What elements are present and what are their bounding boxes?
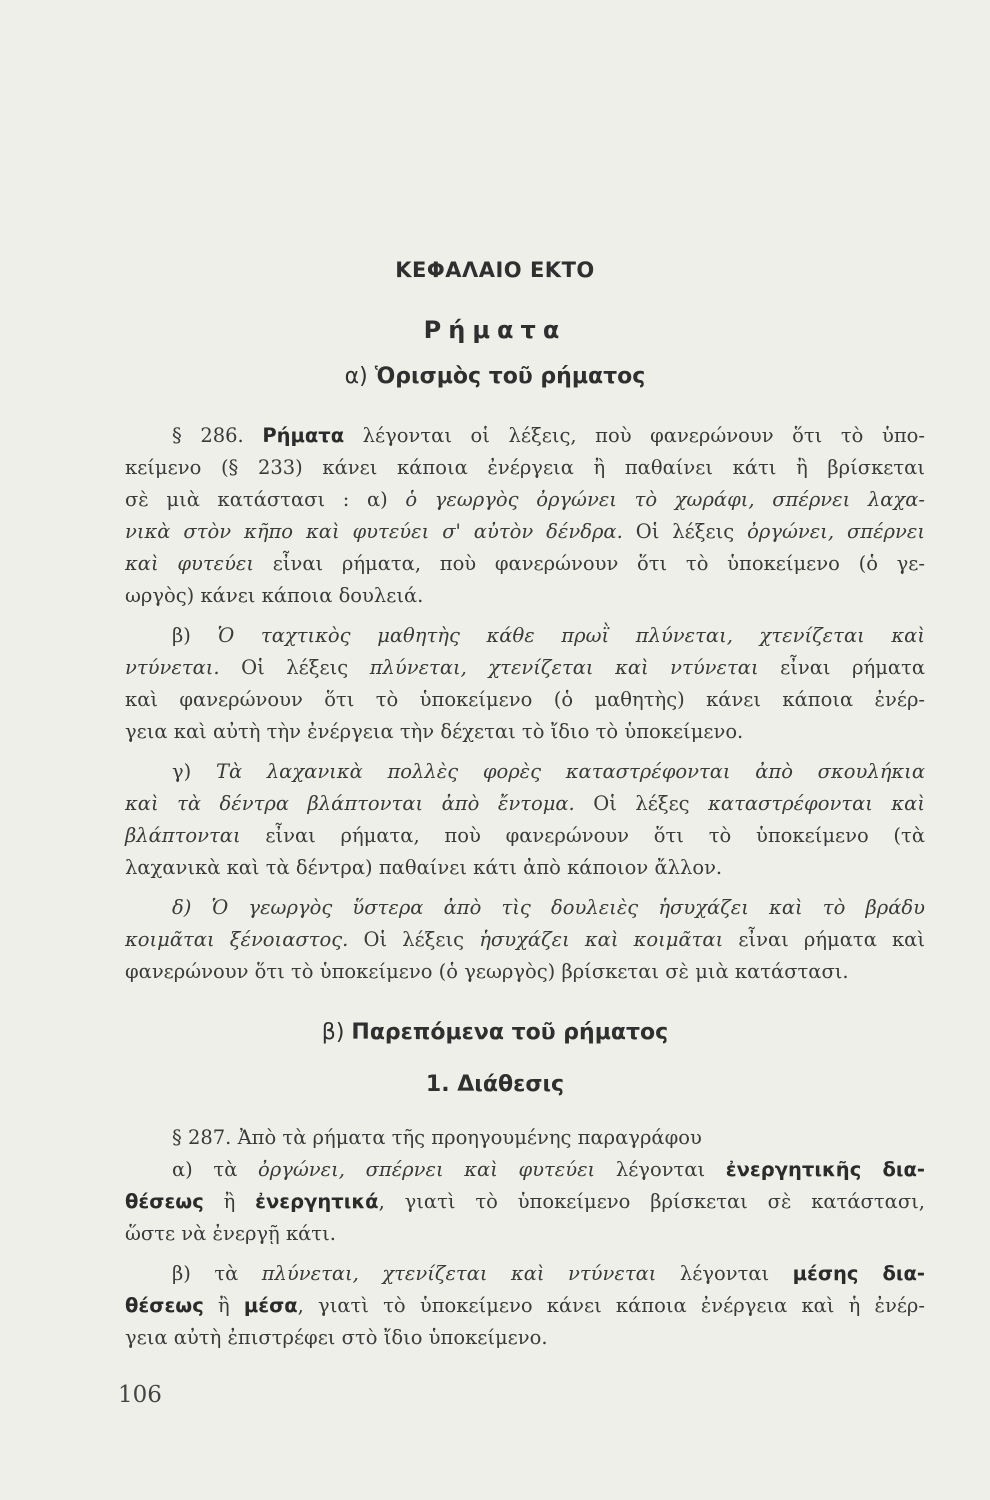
section-b-title: Παρεπόμενα τοῦ ρήματος: [351, 1020, 669, 1045]
p286-line-13: [125, 820, 925, 852]
text: γ): [172, 760, 216, 783]
p286-line-5: [125, 548, 925, 580]
example: κοιμᾶται ξένοιαστος.: [125, 928, 349, 951]
text: λέγονται: [595, 1158, 726, 1181]
term: μέσης δια-: [792, 1262, 925, 1285]
p287-line-5: [172, 1258, 925, 1290]
example: πλύνεται, χτενίζεται καὶ ντύνεται: [261, 1262, 657, 1285]
text: ἢ: [203, 1190, 256, 1213]
text: δ): [172, 896, 212, 919]
example: ὀργώνει, σπέρνει καὶ φυτεύει: [258, 1158, 596, 1181]
p286-line-17: [125, 956, 925, 988]
p287-line-1: [172, 1122, 925, 1154]
p286-line-1: [172, 420, 925, 452]
section-b-mark: β): [321, 1020, 345, 1045]
text: Οἱ λέξες: [574, 792, 709, 815]
text: εἶναι ρήματα καὶ: [723, 928, 925, 951]
p286-line-6: [125, 580, 925, 612]
example: καὶ τὰ δέντρα βλάπτονται ἀπὸ ἔντομα.: [125, 792, 575, 815]
term: Ρήματα: [262, 424, 345, 447]
text: § 287. Ἀπὸ τὰ ρήματα τῆς προηγουμένης παραγράφου: [172, 1126, 702, 1149]
text: λέγονται οἱ λέξεις, ποὺ φανερώνουν ὅτι τὸ ὑπο-: [362, 424, 925, 447]
text: Οἱ λέξεις: [348, 928, 480, 951]
p286-line-7: [172, 620, 925, 652]
text: ωργὸς) κάνει κάποια δουλειά.: [125, 584, 424, 607]
text: φανερώνουν ὅτι τὸ ὑποκείμενο (ὁ γεωργὸς) βρίσκεται σὲ μιὰ κατάστασι.: [125, 960, 849, 983]
p286-line-9: [125, 684, 925, 716]
p286-line-15: [172, 892, 925, 924]
p287-line-6: [125, 1290, 925, 1322]
p287-line-7: [125, 1322, 925, 1354]
term: θέσεως: [125, 1190, 204, 1213]
p286-line-12: [125, 788, 925, 820]
subheading-text: 1. Διάθεσις: [425, 1072, 565, 1097]
section-heading-b: [0, 1020, 990, 1045]
example: πλύνεται, χτενίζεται καὶ ντύνεται: [369, 656, 759, 679]
text: λαχανικὰ καὶ τὰ δέντρα) παθαίνει κάτι ἀπὸ κάποιον ἄλλον.: [125, 856, 723, 879]
example: ὁ γεωργὸς ὀργώνει τὸ χωράφι, σπέρνει λαχα-: [405, 488, 925, 511]
text: κείμενο (§ 233) κάνει κάποια ἐνέργεια ἢ παθαίνει κάτι ἢ βρίσκεται: [125, 456, 925, 479]
p286-line-2: [125, 452, 925, 484]
text: Οἱ λέξεις: [622, 520, 748, 543]
example: νικὰ στὸν κῆπο καὶ φυτεύει σ' αὐτὸν δένδρα.: [125, 520, 623, 543]
term: ἐνεργητικά: [255, 1190, 379, 1213]
term: θέσεως: [125, 1294, 204, 1317]
page-number: 106: [118, 1382, 162, 1408]
para-number: § 286.: [172, 424, 244, 447]
p287-line-2: [172, 1154, 925, 1186]
text: λέγονται: [656, 1262, 793, 1285]
example: Τὰ λαχανικὰ πολλὲς φορὲς καταστρέφονται ἀπὸ σκουλήκια: [215, 760, 925, 783]
p286-line-10: [125, 716, 925, 748]
text: εἶναι ρήματα: [758, 656, 925, 679]
chapter-heading: ΚΕΦΑΛΑΙΟ ΕΚΤΟ: [395, 258, 595, 282]
section-a-title: Ὁρισμὸς τοῦ ρήματος: [374, 364, 646, 389]
example: Ὁ ταχτικὸς μαθητὴς κάθε πρωῒ πλύνεται, χτενίζεται καὶ: [217, 624, 925, 647]
example: ὀργώνει, σπέρνει: [747, 520, 925, 543]
text: γεια αὐτὴ ἐπιστρέφει στὸ ἴδιο ὑποκείμενο.: [125, 1326, 548, 1349]
example: βλάπτονται: [125, 824, 241, 847]
p287-line-3: [125, 1186, 925, 1218]
text: , γιατὶ τὸ ὑποκείμενο βρίσκεται σὲ κατάστασι,: [378, 1190, 925, 1213]
p286-line-14: [125, 852, 925, 884]
term: ἐνεργητικῆς δια-: [725, 1158, 925, 1181]
example: καταστρέφονται καὶ: [708, 792, 925, 815]
text: εἶναι ρήματα, ποὺ φανερώνουν ὅτι τὸ ὑποκείμενο (ὁ γε-: [254, 552, 925, 575]
p286-line-11: [172, 756, 925, 788]
example: ντύνεται.: [125, 656, 220, 679]
section-heading-a: [0, 364, 990, 389]
p287-line-4: [125, 1218, 925, 1250]
text: εἶναι ρήματα, ποὺ φανερώνουν ὅτι τὸ ὑποκείμενο (τὰ: [240, 824, 925, 847]
subheading-diathesis: [0, 1072, 990, 1097]
text: ἢ: [203, 1294, 244, 1317]
text: σὲ μιὰ κατάστασι : α): [125, 488, 406, 511]
section-a-mark: α): [344, 364, 368, 389]
p286-line-16: [125, 924, 925, 956]
p286-line-8: [125, 652, 925, 684]
text: ὥστε νὰ ἐνεργῇ κάτι.: [125, 1222, 336, 1245]
page-title: Ρήματα: [423, 316, 567, 344]
text: , γιατὶ τὸ ὑποκείμενο κάνει κάποια ἐνέργεια καὶ ἡ ἐνέρ-: [297, 1294, 925, 1317]
text: α) τὰ: [172, 1158, 259, 1181]
example: ἡσυχάζει καὶ κοιμᾶται: [479, 928, 724, 951]
example: καὶ φυτεύει: [125, 552, 255, 575]
example: Ὁ γεωργὸς ὕστερα ἀπὸ τὶς δουλειὲς ἡσυχάζει καὶ τὸ βράδυ: [211, 896, 925, 919]
text: Οἱ λέξεις: [219, 656, 370, 679]
p286-line-4: [125, 516, 925, 548]
p286-line-3: [125, 484, 925, 516]
term: μέσα: [243, 1294, 298, 1317]
text: γεια καὶ αὐτὴ τὴν ἐνέργεια τὴν δέχεται τὸ ἴδιο τὸ ὑποκείμενο.: [125, 720, 744, 743]
text: καὶ φανερώνουν ὅτι τὸ ὑποκείμενο (ὁ μαθητὴς) κάνει κάποια ἐνέρ-: [125, 688, 925, 711]
text: β) τὰ: [172, 1262, 262, 1285]
text: β): [172, 624, 218, 647]
